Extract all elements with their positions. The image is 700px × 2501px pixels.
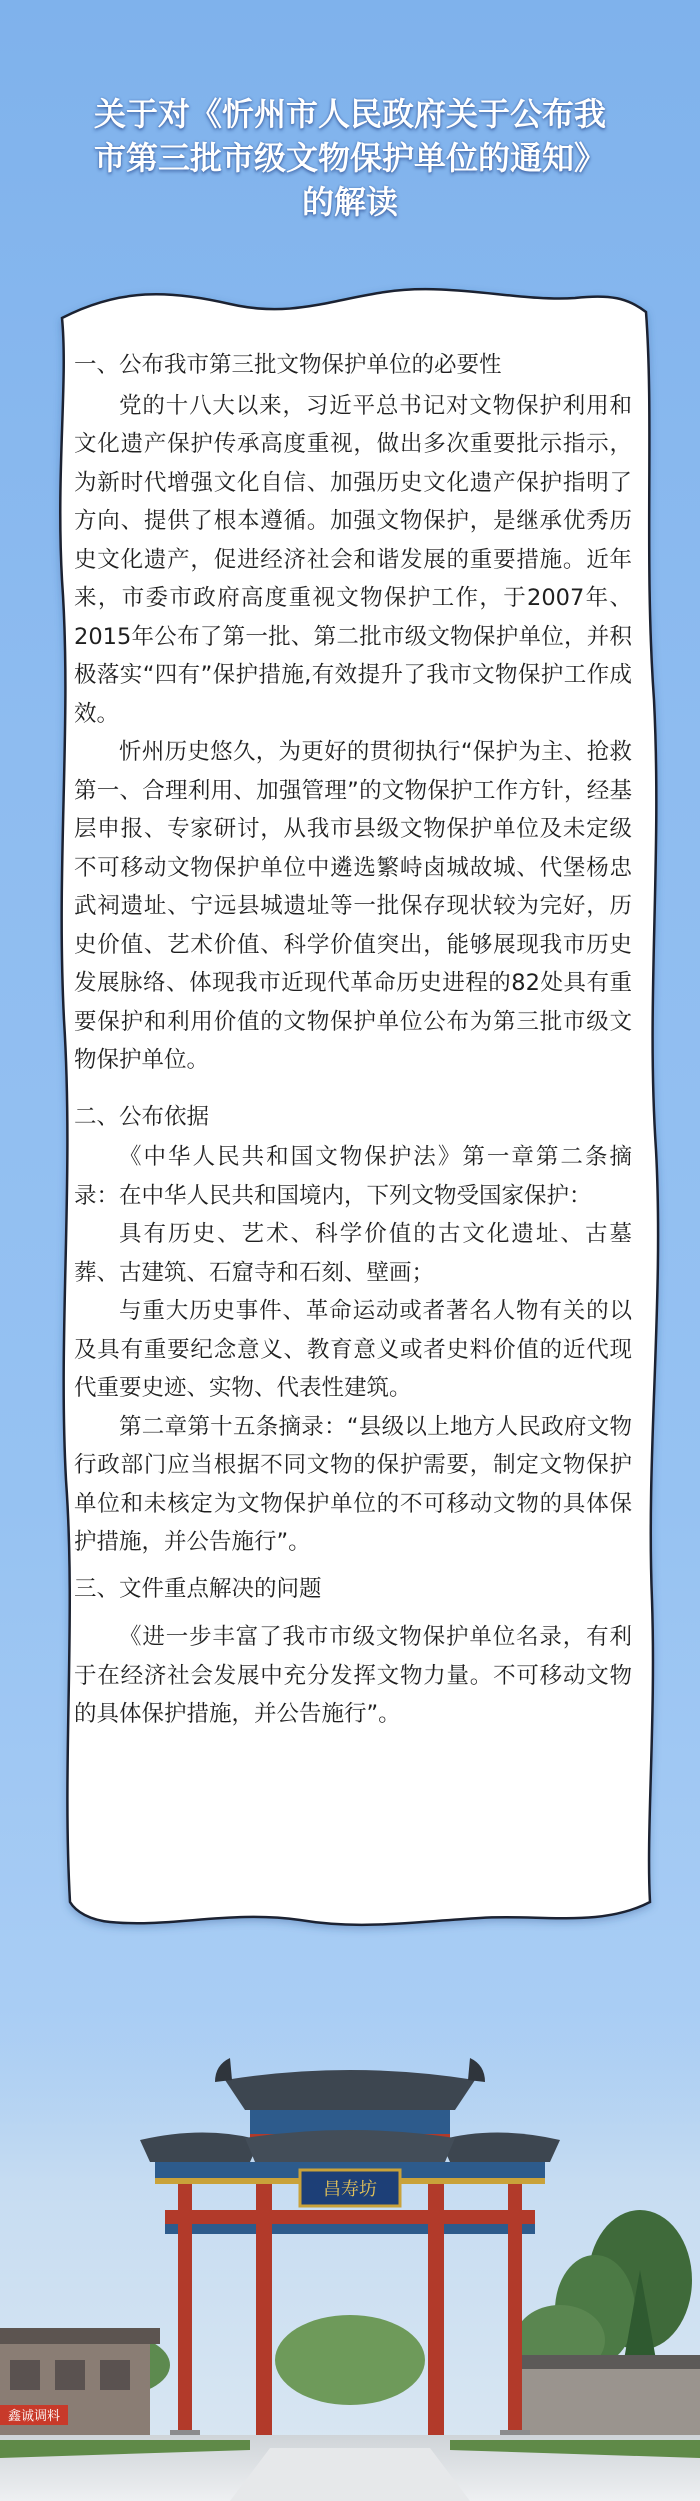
article-body xyxy=(74,346,632,1734)
section2-paragraph-2: 具有历史、艺术、科学价值的古文化遗址、古墓葬、古建筑、石窟寺和石刻、壁画； xyxy=(74,1221,632,1286)
shop-sign-text: 鑫诚调料 xyxy=(7,2409,61,2424)
section2-paragraph-3: 与重大历史事件、革命运动或者著名人物有关的以及具有重要纪念意义、教育意义或者史料价值的近代现代重要史迹、实物、代表性建筑。 xyxy=(74,1298,632,1401)
left-building xyxy=(0,2328,160,2435)
section2-paragraph-1: 《中华人民共和国文物保护法》第一章第二条摘录：在中华人民共和国境内，下列文物受国家保护： xyxy=(74,1144,632,1209)
section1-heading: 一、公布我市第三批文物保护单位的必要性 xyxy=(74,352,502,378)
section2-heading: 二、公布依据 xyxy=(74,1103,210,1130)
plaque-text: 昌寿坊 xyxy=(323,2179,377,2200)
archway-photo xyxy=(0,2010,700,2501)
title-line-2: 市第三批市级文物保护单位的通知》 xyxy=(93,139,606,177)
section3-paragraph-1: 《进一步丰富了我市市级文物保护单位名录，有利于在经济社会发展中充分发挥文物力量。不可移动文物的具体保护措施，并公告施行”。 xyxy=(74,1624,632,1727)
section3-heading: 三、文件重点解决的问题 xyxy=(74,1575,322,1602)
title-line-3: 的解读 xyxy=(301,183,398,221)
section1-paragraph-2: 忻州历史悠久，为更好的贯彻执行“保护为主、抢救第一、合理利用、加强管理”的文物保护工作方针，经基层申报、专家研讨，从我市县级文物保护单位及未定级不可移动文物保护单位中遴选繁峙卤城故城、代堡杨忠武祠遗址、宁远县城遗址等一批保存现状较为完好，历史价值、艺术价值、科学价值突出，能够展现我市历史发展脉络、体现我市近现代革命历史进程的82处具有重要保护和利用价值的文物保护单位公布为第三批市级文物保护单位。 xyxy=(74,739,632,1073)
section2-paragraph-4: 第二章第十五条摘录：“县级以上地方人民政府文物行政部门应当根据不同文物的保护需要，制定文物保护单位和未核定为文物保护单位的不可移动文物的具体保护措施，并公告施行”。 xyxy=(74,1413,632,1555)
title-line-1: 关于对《忻州市人民政府关于公布我 xyxy=(93,95,606,133)
section1-paragraph-1: 党的十八大以来，习近平总书记对文物保护利用和文化遗产保护传承高度重视，做出多次重要批示指示，为新时代增强文化自信、加强历史文化遗产保护指明了方向、提供了根本遵循。加强文物保护，是继承优秀历史文化遗产，促进经济社会和谐发展的重要措施。近年来，市委市政府高度重视文物保护工作，于2007年、2015年公布了第一批、第二批市级文物保护单位，并积极落实“四有”保护措施,有效提升了我市文物保护工作成效。 xyxy=(74,392,632,727)
